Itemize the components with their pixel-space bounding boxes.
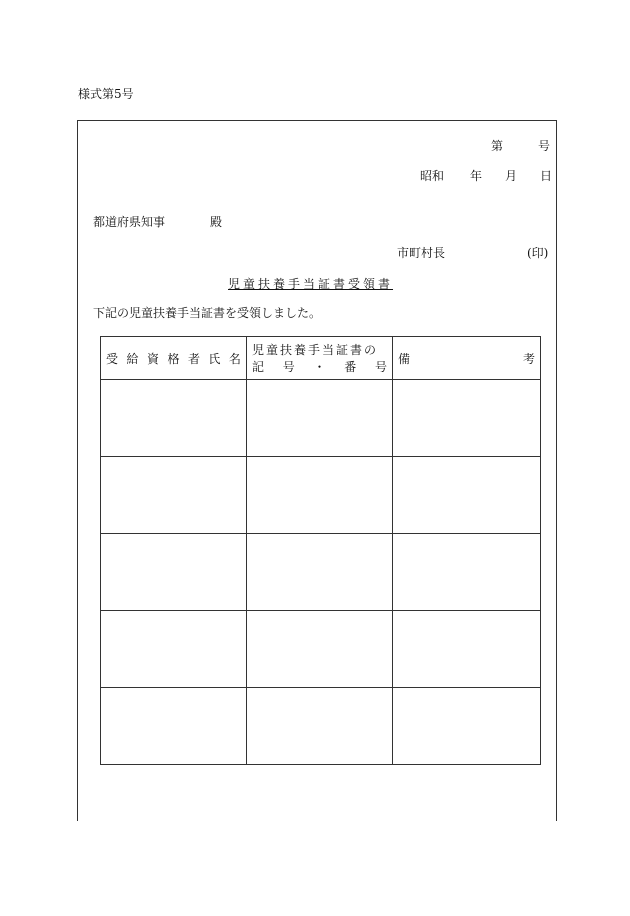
table-row [101, 611, 541, 688]
header-char: 号 [282, 360, 295, 374]
header-char: 考 [522, 351, 535, 366]
recipient-name-cell[interactable] [101, 380, 247, 457]
table-row [101, 688, 541, 765]
body-text: 下記の児童扶養手当証書を受領しました。 [93, 306, 322, 320]
certificate-number-cell[interactable] [247, 380, 393, 457]
document-title: 児童扶養手当証書受領書 [228, 277, 394, 291]
recipient-name-cell[interactable] [101, 457, 247, 534]
header-certificate-line1: 児童扶養手当証書の [252, 343, 379, 357]
receipt-table [100, 336, 541, 765]
remarks-cell[interactable] [393, 534, 541, 611]
remarks-cell[interactable] [393, 457, 541, 534]
doc-number-suffix: 号 [538, 139, 551, 153]
header-certificate-number [247, 337, 393, 380]
header-recipient-name [101, 337, 247, 380]
date-month-label: 月 [505, 169, 518, 183]
form-number: 様式第5号 [78, 87, 134, 101]
remarks-cell[interactable] [393, 688, 541, 765]
header-char: 備 [398, 351, 411, 366]
header-char: ・ [313, 360, 326, 374]
table-header-row [101, 337, 541, 380]
header-remarks-text [393, 350, 540, 367]
sender-name: 市町村長 [397, 246, 446, 260]
addressee-honorific: 殿 [210, 215, 223, 229]
header-certificate-line2 [247, 358, 392, 375]
recipient-name-cell[interactable] [101, 534, 247, 611]
header-char: 記 [252, 360, 265, 374]
header-char: 番 [344, 360, 357, 374]
certificate-number-cell[interactable] [247, 611, 393, 688]
table-row [101, 534, 541, 611]
header-char: 給 [126, 351, 139, 366]
certificate-number-cell[interactable] [247, 688, 393, 765]
recipient-name-cell[interactable] [101, 688, 247, 765]
receipt-table-wrapper [100, 336, 540, 765]
recipient-name-cell[interactable] [101, 611, 247, 688]
remarks-cell[interactable] [393, 611, 541, 688]
seal-mark: (印) [527, 246, 549, 260]
header-char: 格 [167, 351, 180, 366]
header-char: 受 [106, 351, 119, 366]
date-day-label: 日 [540, 169, 553, 183]
certificate-number-cell[interactable] [247, 457, 393, 534]
certificate-number-cell[interactable] [247, 534, 393, 611]
header-remarks [393, 337, 541, 380]
header-char: 氏 [208, 351, 221, 366]
date-year-label: 年 [470, 169, 483, 183]
header-char: 者 [187, 351, 200, 366]
table-body [101, 380, 541, 765]
date-era: 昭和 [420, 169, 445, 183]
header-char: 資 [146, 351, 159, 366]
addressee-name: 都道府県知事 [93, 215, 166, 229]
table-row [101, 457, 541, 534]
doc-number-prefix: 第 [491, 139, 504, 153]
remarks-cell[interactable] [393, 380, 541, 457]
header-char: 号 [374, 360, 387, 374]
header-recipient-name-text [101, 350, 246, 367]
table-row [101, 380, 541, 457]
header-char: 名 [228, 351, 241, 366]
